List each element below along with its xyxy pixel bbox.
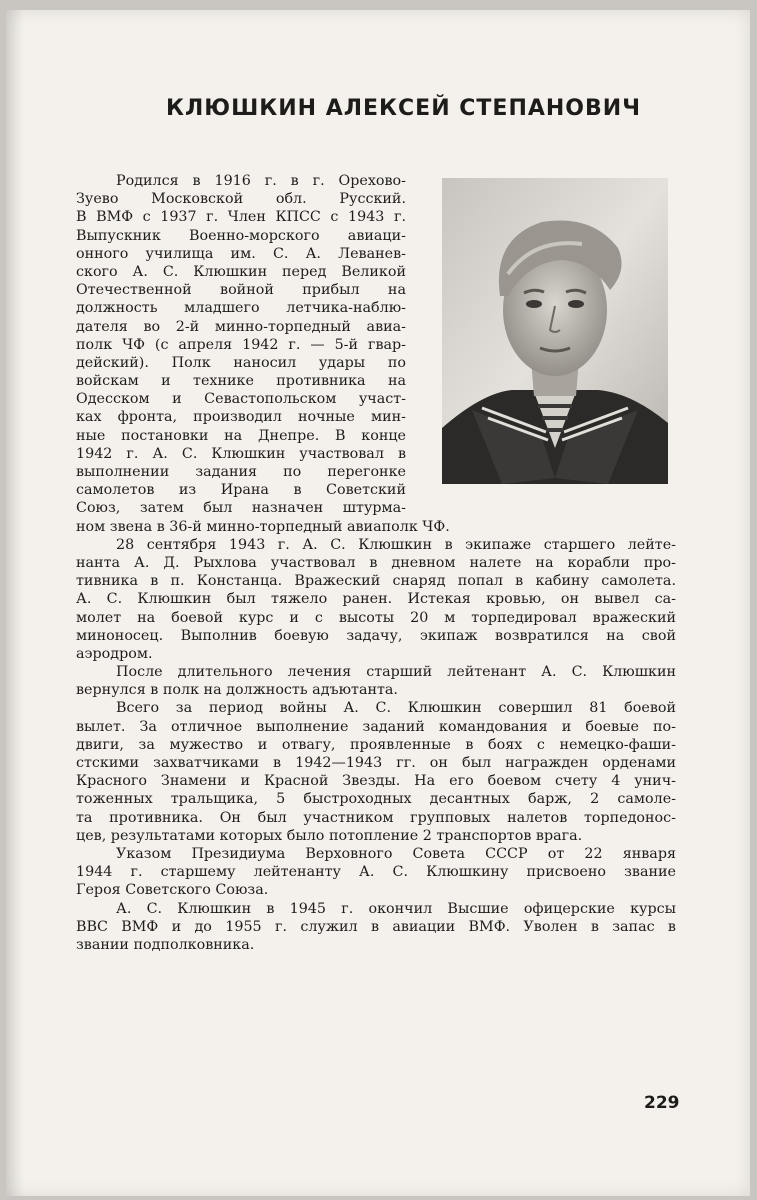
text-line: 1944 г. старшему лейтенанту А. С. Клюшкину присвоено звание	[76, 864, 676, 881]
text-line: Отечественной войной прибыл на	[76, 282, 406, 299]
text-line: самолетов из Ирана в Советский	[76, 482, 406, 499]
text-line: онного училища им. С. А. Леванев-	[76, 245, 406, 262]
text-line: Одесском и Севастопольском участ-	[76, 391, 406, 408]
text-line: выполнении задания по перегонке	[76, 464, 406, 480]
text-line: 1942 г. А. С. Клюшкин участвовал в	[76, 445, 406, 462]
text-line: звании подполковника.	[76, 936, 255, 953]
text-line: войскам и технике противника на	[76, 373, 406, 390]
paragraph-5	[76, 845, 676, 900]
text-line: аэродром.	[76, 645, 153, 662]
text-line: ках фронта, производил ночные мин-	[76, 409, 406, 426]
text-line: Родился в 1916 г. в г. Орехово-	[116, 173, 406, 189]
text-line: А. С. Клюшкин в 1945 г. окончил Высшие офицерские курсы	[116, 900, 676, 917]
text-line: Героя Советского Союза.	[76, 882, 269, 899]
text-line: должность младшего летчика-наблю-	[76, 300, 406, 317]
text-line: В ВМФ с 1937 г. Член КПСС с 1943 г.	[76, 209, 406, 226]
text-line: тоженных тральщика, 5 быстроходных десантных барж, 2 самоле-	[76, 791, 676, 808]
text-line: полк ЧФ (с апреля 1942 г. — 5-й гвар-	[76, 336, 406, 353]
text-line: дейский). Полк наносил удары по	[76, 354, 406, 371]
text-line: Всего за период войны А. С. Клюшкин совершил 81 боевой	[116, 700, 676, 717]
text-line: нанта А. Д. Рыхлова участвовал в дневном налете на корабли про-	[76, 554, 676, 571]
text-line: Красного Знамени и Красной Звезды. На его боевом счету 4 унич-	[76, 773, 676, 790]
text-line: Союз, затем был назначен штурма-	[76, 500, 406, 517]
text-line: вылет. За отличное выполнение заданий командования и боевые по-	[76, 718, 676, 735]
text-line: ные постановки на Днепре. В конце	[76, 427, 406, 444]
paragraph-6	[76, 900, 676, 955]
text-line: цев, результатами которых было потопление 2 транспортов врага.	[76, 827, 583, 844]
text-line: Выпускник Военно-морского авиаци-	[76, 227, 406, 244]
paragraph-3	[76, 663, 676, 699]
text-line: Зуево Московской обл. Русский.	[76, 191, 406, 208]
text-line: ном звена в 36-й минно-торпедный авиаполк ЧФ.	[76, 518, 450, 535]
paragraph-2	[76, 536, 676, 663]
text-line: молет на боевой курс и с высоты 20 м торпедировал вражеский	[76, 609, 676, 626]
text-line: вернулся в полк на должность адъютанта.	[76, 682, 398, 699]
text-line: А. С. Клюшкин был тяжело ранен. Истекая кровью, он вывел са-	[76, 591, 676, 608]
text-line: 28 сентября 1943 г. А. С. Клюшкин в экипаже старшего лейте-	[116, 536, 676, 553]
text-line: тивника в п. Констанца. Вражеский снаряд попал в кабину самолета.	[76, 573, 676, 590]
text-line: После длительного лечения старший лейтенант А. С. Клюшкин	[116, 664, 676, 681]
text-line: миноносец. Выполнив боевую задачу, экипаж возвратился на свой	[76, 627, 676, 644]
text-line: стскими захватчиками в 1942—1943 гг. он был награжден орденами	[76, 755, 676, 771]
biography-text	[76, 172, 676, 954]
page-number: 229	[644, 1093, 680, 1113]
text-line: Указом Президиума Верховного Совета СССР от 22 января	[116, 845, 676, 862]
book-page	[6, 10, 750, 1196]
gutter-shadow	[6, 10, 24, 1196]
paragraph-1	[76, 172, 676, 536]
text-line: ского А. С. Клюшкин перед Великой	[76, 263, 406, 280]
page-title: КЛЮШКИН АЛЕКСЕЙ СТЕПАНОВИЧ	[166, 96, 641, 121]
text-line: ВВС ВМФ и до 1955 г. служил в авиации ВМФ. Уволен в запас в	[76, 918, 676, 935]
text-line: та противника. Он был участником групповых налетов торпедонос-	[76, 809, 676, 826]
paragraph-4	[76, 699, 676, 845]
text-line: двиги, за мужество и отвагу, проявленные в боях с немецко-фаши-	[76, 736, 676, 753]
text-line: дателя во 2-й минно-торпедный авиа-	[76, 318, 406, 335]
